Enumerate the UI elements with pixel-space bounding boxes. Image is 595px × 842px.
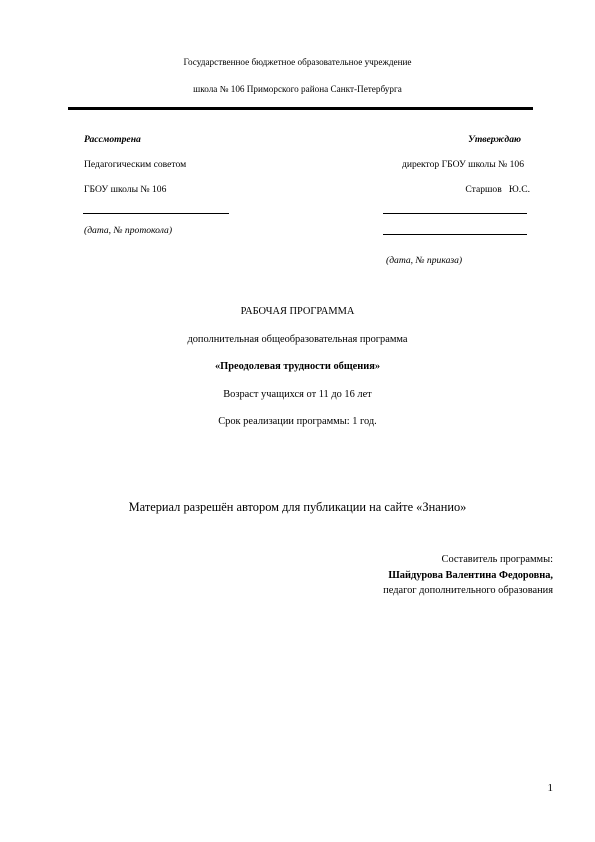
approval-left-line1: Педагогическим советом bbox=[84, 159, 187, 170]
program-title: РАБОЧАЯ ПРОГРАММА bbox=[240, 306, 355, 317]
approval-right-signature-line-2 bbox=[383, 234, 527, 235]
approval-right-line2: Старшов Ю.С. bbox=[465, 184, 530, 195]
org-name-line1: Государственное бюджетное образовательное учреждение bbox=[183, 57, 412, 67]
approval-left-note: (дата, № протокола) bbox=[84, 225, 173, 236]
composer-name: Шайдурова Валентина Федоровна, bbox=[388, 570, 553, 581]
approval-right-line1: директор ГБОУ школы № 106 bbox=[401, 159, 524, 170]
permission-notice: Материал разрешён автором для публикации на сайте «Знанио» bbox=[128, 500, 467, 514]
program-age: Возраст учащихся от 11 до 16 лет bbox=[223, 389, 372, 400]
approval-right-note: (дата, № приказа) bbox=[386, 255, 463, 266]
program-type: дополнительная общеобразовательная программа bbox=[187, 334, 408, 345]
approval-right-signature-line-1 bbox=[383, 213, 527, 214]
approval-left-title: Рассмотрена bbox=[84, 134, 141, 145]
program-name: «Преодолевая трудности общения» bbox=[214, 361, 381, 372]
approval-left-line2: ГБОУ школы № 106 bbox=[84, 184, 167, 195]
approval-left-signature-line bbox=[83, 213, 229, 214]
header-divider bbox=[68, 107, 533, 110]
composer-position: педагог дополнительного образования bbox=[383, 585, 553, 596]
program-term: Срок реализации программы: 1 год. bbox=[218, 416, 377, 427]
page-number: 1 bbox=[547, 782, 553, 794]
org-name-line2: школа № 106 Приморского района Санкт-Петербурга bbox=[193, 84, 402, 94]
approval-right-title: Утверждаю bbox=[468, 134, 521, 145]
composer-label: Составитель программы: bbox=[441, 554, 553, 565]
